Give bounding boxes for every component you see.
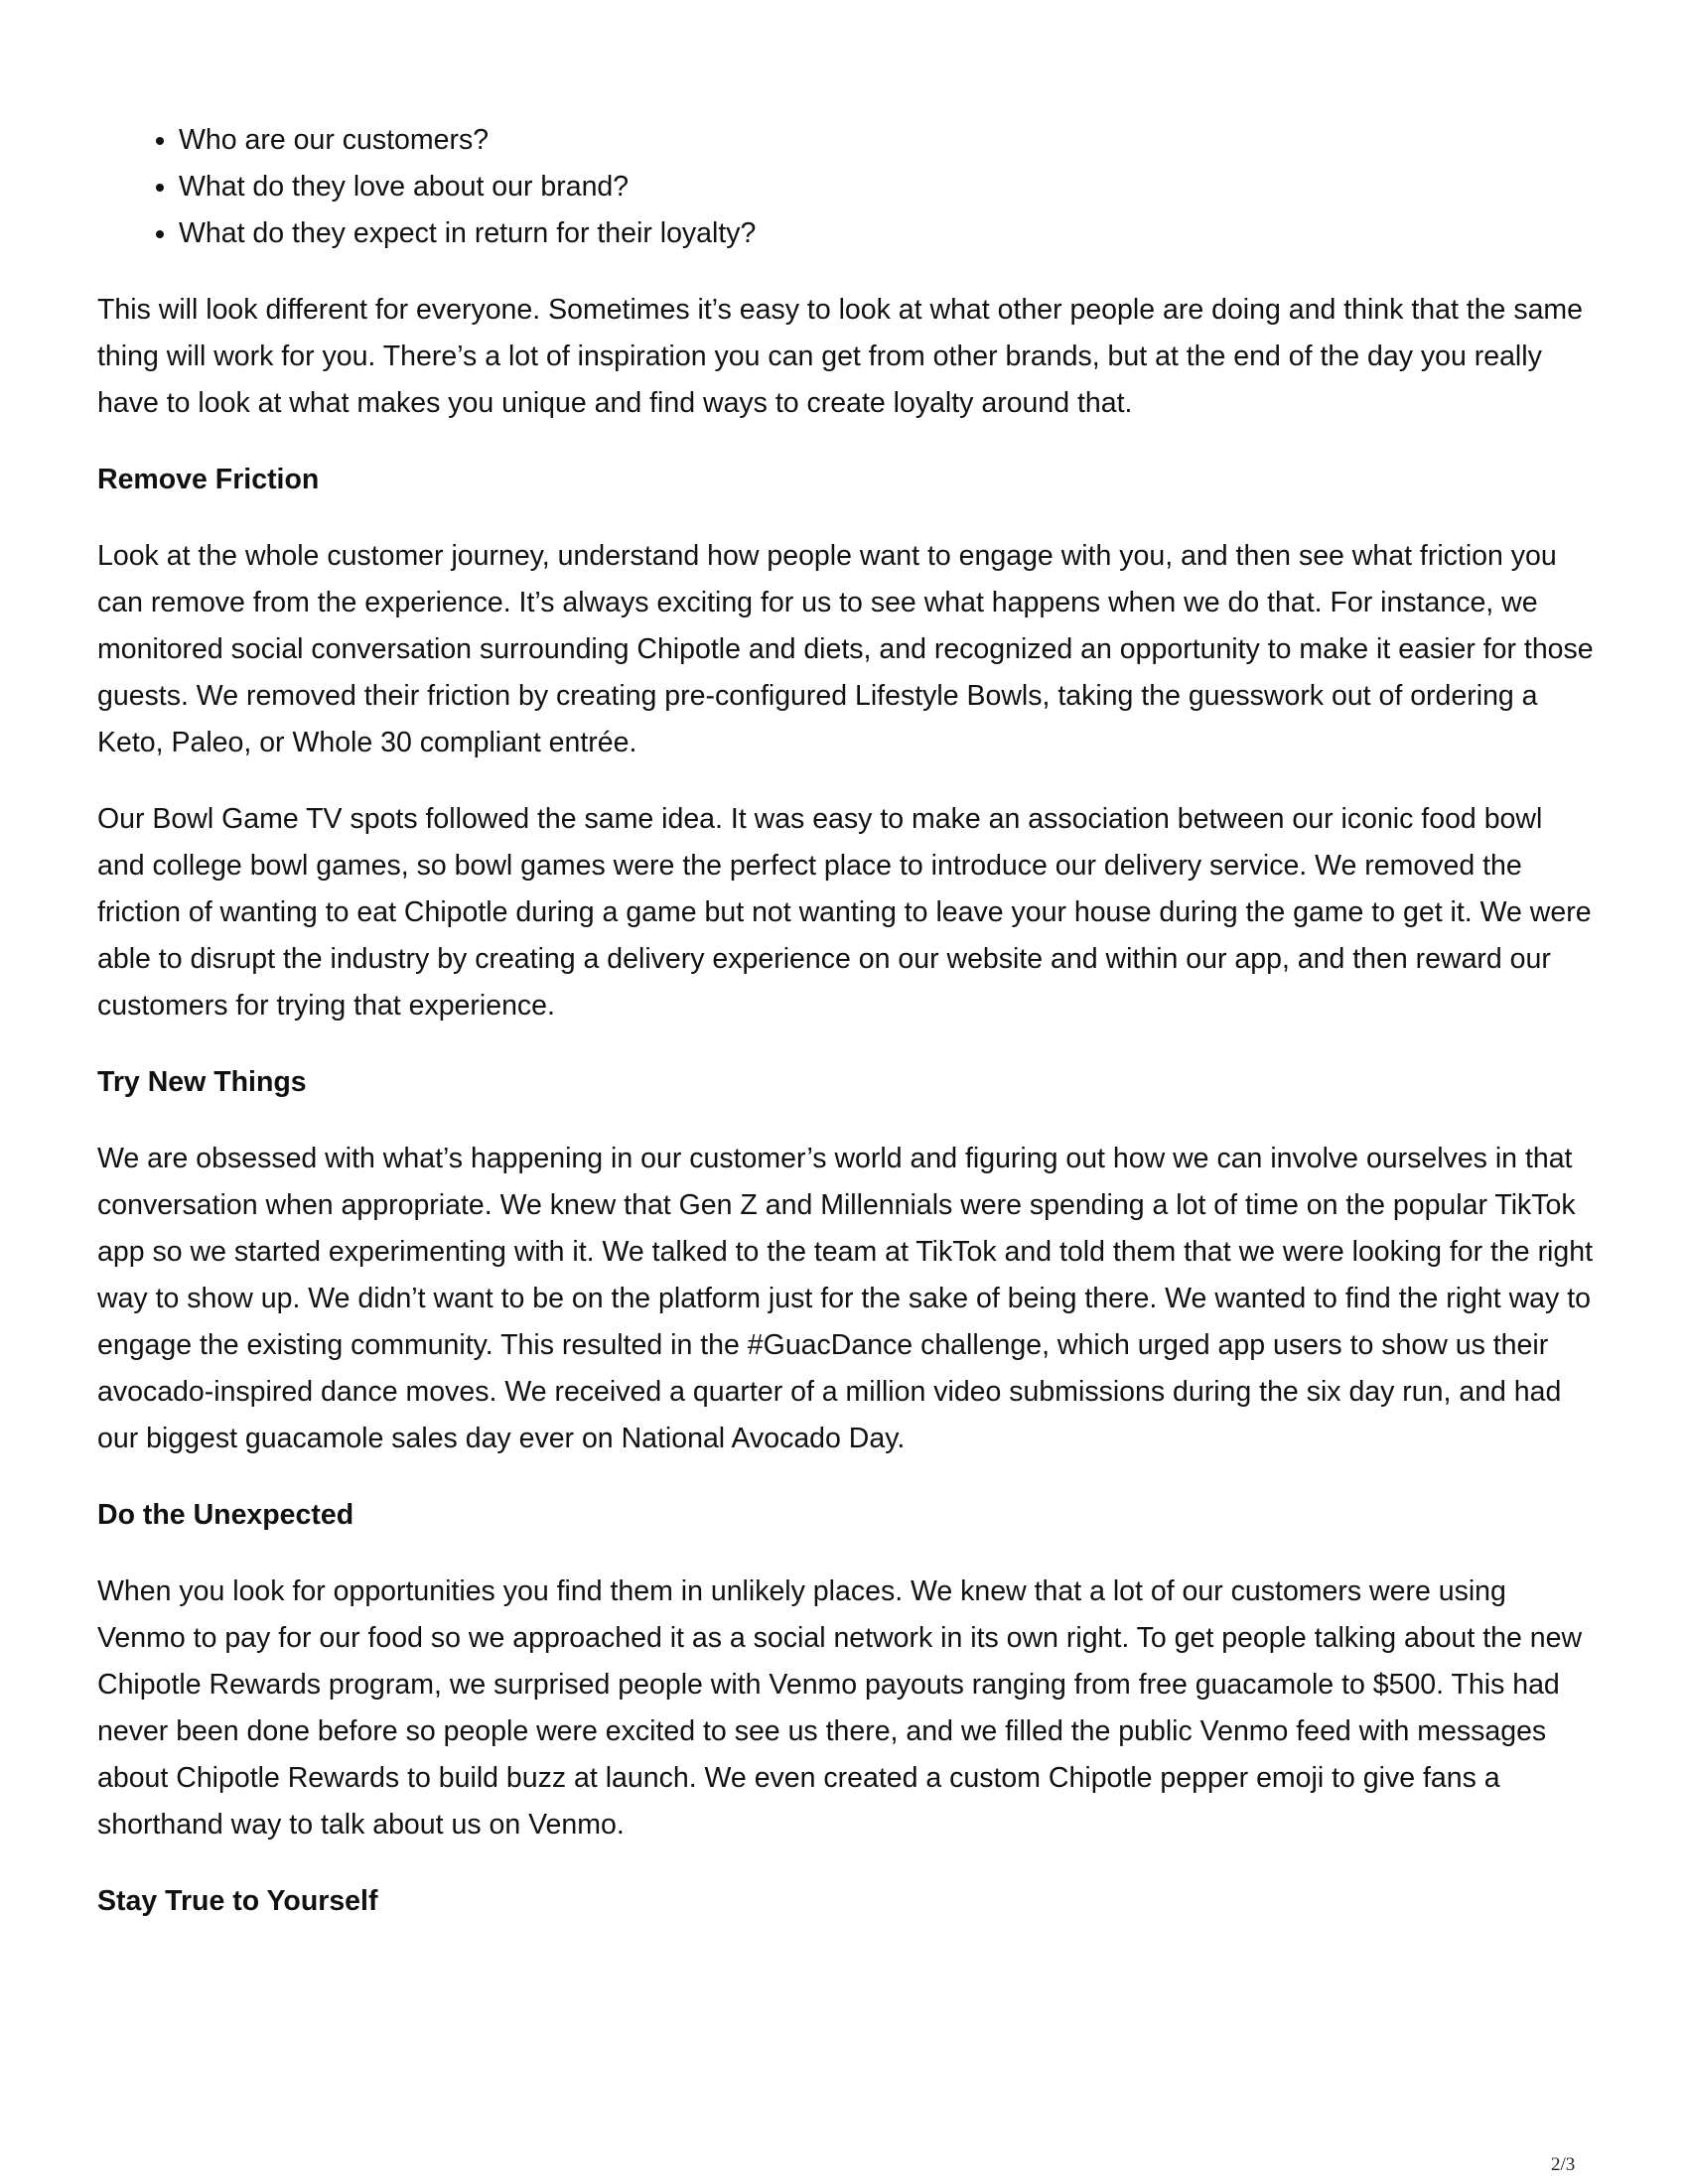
list-item: • What do they love about our brand? [179,164,1597,210]
list-item: • Who are our customers? [179,117,1597,164]
try-new-things-paragraph: We are obsessed with what’s happening in our customer’s world and figuring out how we can involve ourselves in that conversation when appropriate. We knew that Gen Z and Millennials were spending a lot of time on the popular TikTok app so we started experimenting with it. We talked to the team at TikTok and told them that we were looking for the right way to show up. We didn’t want to be on the platform just for the sake of being there. We wanted to find the right way to engage the existing community. This resulted in the #GuacDance challenge, which urged app users to show us their avocado-inspired dance moves. We received a quarter of a million video submissions during the six day run, and had our biggest guacamole sales day ever on National Avocado Day. [97,1143,1594,1454]
intro-paragraph: This will look different for everyone. Sometimes it’s easy to look at what other people are doing and think that the same thing will work for you. There’s a lot of inspiration you can get from other brands, but at the end of the day you really have to look at what makes you unique and find ways to create loyalty around that. [97,294,1584,419]
section-heading-stay-true: Stay True to Yourself [97,1885,378,1917]
section-heading-remove-friction: Remove Friction [97,464,320,495]
question-list [97,117,1597,257]
document-page [97,117,1597,1925]
section-heading-try-new-things: Try New Things [97,1066,307,1098]
list-item: • What do they expect in return for their loyalty? [179,210,1597,257]
remove-friction-paragraph-1: Look at the whole customer journey, understand how people want to engage with you, and then see what friction you can remove from the experience. It’s always exciting for us to see what happens when we do that. For instance, we monitored social conversation surrounding Chipotle and diets, and recognized an opportunity to make it easier for those guests. We removed their friction by creating pre-configured Lifestyle Bowls, taking the guesswork out of ordering a Keto, Paleo, or Whole 30 compliant entrée. [97,540,1594,758]
section-heading-do-the-unexpected: Do the Unexpected [97,1499,354,1531]
do-the-unexpected-paragraph: When you look for opportunities you find them in unlikely places. We knew that a lot of our customers were using Venmo to pay for our food so we approached it as a social network in its own right. To get people talking about the new Chipotle Rewards program, we surprised people with Venmo payouts ranging from free guacamole to $500. This had never been done before so people were excited to see us there, and we filled the public Venmo feed with messages about Chipotle Rewards to build buzz at launch. We even created a custom Chipotle pepper emoji to give fans a shorthand way to talk about us on Venmo. [97,1575,1583,1841]
page-number: 2/3 [1551,2154,1576,2175]
remove-friction-paragraph-2: Our Bowl Game TV spots followed the same idea. It was easy to make an association between our iconic food bowl and college bowl games, so bowl games were the perfect place to introduce our delivery service. We removed the friction of wanting to eat Chipotle during a game but not wanting to leave your house during the game to get it. We were able to disrupt the industry by creating a delivery experience on our website and within our app, and then reward our customers for trying that experience. [97,803,1592,1022]
